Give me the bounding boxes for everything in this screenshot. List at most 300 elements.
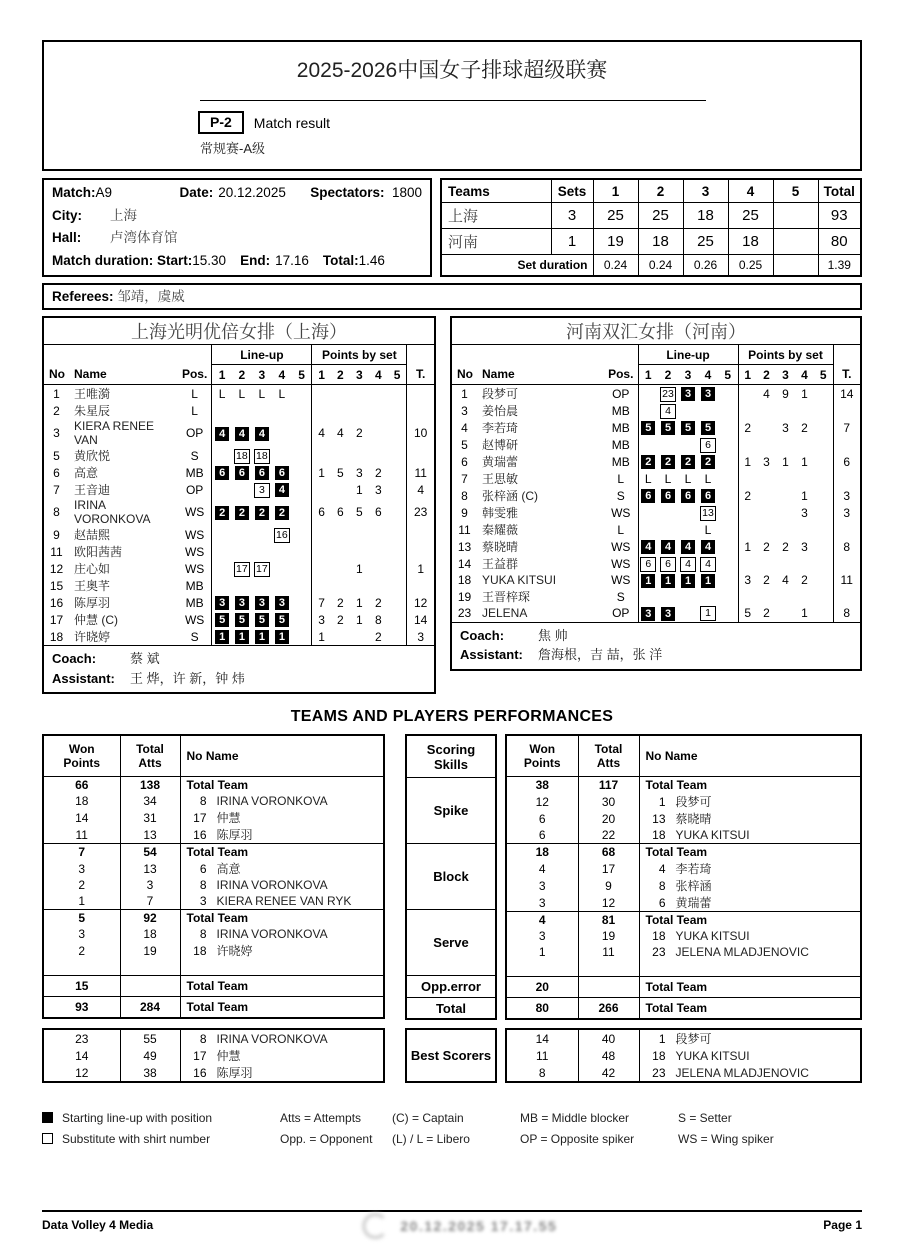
perf-row: [43, 844, 384, 861]
watermark-logo-icon: [362, 1213, 388, 1239]
lineup-cell: [718, 504, 738, 521]
lineup-cell: [292, 419, 312, 447]
lineup-cell: [212, 464, 232, 481]
points-cell: [388, 594, 407, 611]
assistant-label: Assistant:: [460, 647, 523, 663]
perf-player-name: 仲慧: [216, 1049, 241, 1063]
referees-label: Referees:: [52, 289, 114, 304]
sets-won: 3: [551, 203, 593, 229]
points-set-header: 2: [757, 365, 776, 385]
won-points: 20: [535, 980, 549, 994]
perf-row: [506, 844, 861, 861]
roster-header-row: [43, 365, 435, 385]
total-atts: 55: [120, 1029, 180, 1047]
won-points: 12: [535, 794, 549, 809]
skill-block: [43, 910, 384, 976]
player-position: MB: [611, 420, 630, 435]
points-cell: 3: [356, 465, 363, 480]
points-cell: [738, 436, 757, 453]
starting-position-marker: 4: [275, 483, 289, 497]
lineup-cell: [232, 447, 252, 464]
perf-row: [506, 912, 861, 929]
lineup-cell: [658, 555, 678, 572]
total-atts: 7: [120, 893, 180, 910]
perf-row: [506, 777, 861, 794]
perf-player-name: 许晓婷: [216, 944, 253, 958]
starting-position-marker: 5: [661, 421, 675, 435]
perf-player-name: JELENA MLADJENOVIC: [675, 1065, 809, 1080]
points-cell: [369, 577, 388, 594]
starting-position-marker: 2: [701, 455, 715, 469]
points-cell: [738, 385, 757, 403]
total-atts-header: [120, 735, 180, 777]
player-number: 7: [461, 471, 468, 486]
assistant-names: 王 烨，许 新，钟 炜: [130, 670, 245, 686]
perf-name-cell: [180, 844, 384, 861]
won-points: 12: [75, 1065, 89, 1080]
lineup-set-header: 4: [698, 365, 718, 385]
spectators-label: Spectators:: [310, 185, 385, 200]
scoring-skills-column: [405, 734, 497, 1020]
player-number: 1: [461, 386, 468, 401]
player-name: JELENA: [482, 606, 528, 621]
set-duration: 0.24: [593, 255, 638, 277]
won-points: 4: [538, 861, 546, 876]
perf-player-name: 陈厚羽: [216, 1066, 253, 1080]
player-total-points: [407, 543, 435, 560]
points-cell: [795, 470, 814, 487]
points-cell: [814, 453, 833, 470]
won-points: 2: [78, 943, 86, 958]
perf-name-cell: [639, 1064, 861, 1082]
player-position: MB: [185, 578, 204, 593]
lineup-cell: [232, 481, 252, 498]
perf-row: [506, 894, 861, 912]
substitute-marker: 3: [254, 483, 270, 498]
page-footer: [42, 1210, 862, 1232]
substitute-marker: 6: [660, 557, 676, 572]
points-cell: [757, 555, 776, 572]
lineup-cell: [212, 628, 232, 646]
won-points: 1: [538, 945, 546, 959]
lineup-cell: [292, 498, 312, 526]
won-points: 3: [538, 929, 546, 943]
team-name: 河南: [441, 229, 551, 255]
hall-value: 卢湾体育馆: [110, 230, 178, 245]
coach-row: [451, 622, 861, 670]
lineup-cell: [658, 572, 678, 588]
lineup-set-header: 5: [292, 365, 312, 385]
lineup-cell: [658, 588, 678, 605]
lineup-cell: [212, 419, 232, 447]
lineup-cell: [638, 521, 658, 538]
best-scorers-block: [43, 1029, 384, 1082]
team-name: 上海: [441, 203, 551, 229]
total-atts-header-text: Total Atts: [594, 742, 623, 770]
lineup-cell: [638, 436, 658, 453]
lineup-cell: [272, 464, 292, 481]
player-name: IRINA VORONKOVA: [74, 498, 151, 526]
perf-player-name: KIERA RENEE VAN RYK: [216, 894, 352, 908]
player-number: 16: [49, 595, 64, 610]
player-total-points: 3: [833, 504, 861, 521]
points-cell: [312, 560, 331, 577]
no-header: No: [43, 365, 69, 385]
lineup-cell: L: [638, 470, 658, 487]
lineup-cell: [658, 385, 678, 403]
perf-name-cell: [639, 912, 861, 929]
won-points: 11: [536, 1048, 549, 1063]
points-set-header: 3: [350, 365, 369, 385]
player-number: 2: [53, 403, 60, 418]
perf-name-cell: [180, 1064, 384, 1082]
team-title: 河南双汇女排（河南）: [451, 317, 861, 345]
legend-text: Substitute with shirt number: [62, 1132, 211, 1146]
perf-player-number: 6: [658, 896, 666, 910]
points-cell: [757, 487, 776, 504]
points-cell: 2: [763, 539, 770, 554]
player-number: 4: [461, 420, 468, 435]
points-cell: 1: [782, 454, 789, 469]
points-cell: [388, 402, 407, 419]
points-cell: [795, 402, 814, 419]
perf-name-cell: [639, 1029, 861, 1047]
spacer: [407, 345, 435, 365]
roster-header-groups: [43, 345, 435, 365]
lineup-cell: [678, 588, 698, 605]
lineup-cell: [698, 453, 718, 470]
player-number: 8: [461, 488, 468, 503]
lineup-cell: [658, 487, 678, 504]
player-number: 11: [458, 522, 471, 537]
points-cell: 1: [312, 464, 331, 481]
lineup-cell: [292, 560, 312, 577]
lineup-cell: [678, 504, 698, 521]
legend-item: S = Setter: [678, 1111, 732, 1125]
player-total-points: 10: [407, 419, 435, 447]
player-number: 11: [50, 544, 63, 559]
points-cell: [814, 504, 833, 521]
points-cell: [312, 385, 331, 403]
roster-away: [450, 316, 862, 694]
won-points-header-text: Won Points: [63, 742, 101, 770]
team-title: 上海光明优倍女排（上海）: [43, 317, 435, 345]
points-cell: [814, 538, 833, 555]
legend-item: (C) = Captain: [392, 1111, 464, 1125]
best-scorers-block: [506, 1029, 861, 1082]
no-name-header: [180, 735, 384, 777]
lineup-cell: [252, 611, 272, 628]
perf-player-number: 8: [199, 927, 207, 941]
starting-position-marker: 4: [701, 540, 715, 554]
player-number: 13: [457, 539, 472, 554]
total-atts: 30: [578, 793, 639, 810]
lineup-cell: [698, 487, 718, 504]
total-team-label: Total Team: [645, 980, 708, 994]
points-cell: 3: [801, 539, 808, 554]
lineup-cell: [718, 572, 738, 588]
points-cell: [350, 402, 369, 419]
player-position: MB: [611, 437, 630, 452]
lineup-cell: [212, 498, 232, 526]
points-cell: [331, 481, 350, 498]
points-cell: 1: [801, 488, 808, 503]
substitute-marker: 18: [234, 449, 250, 464]
points-cell: [388, 628, 407, 646]
no-name-header: [639, 735, 861, 777]
player-number: 18: [49, 629, 64, 644]
points-cell: 2: [782, 539, 789, 554]
footer-timestamp: 20.12.2025 17.17.55: [400, 1218, 558, 1234]
assistant-line: [52, 669, 426, 689]
substitute-marker: 4: [660, 404, 676, 419]
player-row: [451, 453, 861, 470]
substitute-marker: 16: [274, 528, 290, 543]
lineup-cell: [212, 481, 232, 498]
score-row: [441, 203, 861, 229]
won-points: 14: [75, 1048, 89, 1063]
lineup-cell: [718, 453, 738, 470]
player-position: MB: [185, 465, 204, 480]
player-row: [43, 464, 435, 481]
points-cell: 5: [337, 465, 344, 480]
coach-line: [52, 649, 426, 669]
legend-item: OP = Opposite spiker: [520, 1132, 635, 1146]
perf-player-number: 4: [658, 862, 666, 876]
won-points: 2: [78, 878, 86, 892]
player-number: 9: [461, 505, 468, 520]
skill-block: [43, 777, 384, 844]
score-header-cell: 3: [683, 179, 728, 203]
points-cell: [814, 555, 833, 572]
starting-position-marker: 6: [701, 489, 715, 503]
score-row: [441, 229, 861, 255]
points-cell: [776, 521, 795, 538]
perf-player-name: 陈厚羽: [216, 828, 253, 842]
perf-player-number: 17: [193, 1049, 207, 1063]
set-score: 18: [728, 229, 773, 255]
points-cell: [814, 572, 833, 588]
player-name: 王晋梓琛: [482, 590, 531, 605]
total-team-label: Total Team: [645, 845, 708, 859]
score-header-cell: Total: [818, 179, 861, 203]
player-total-points: [833, 470, 861, 487]
player-position: S: [190, 629, 199, 644]
starting-position-marker: 5: [235, 613, 249, 627]
points-cell: [369, 419, 388, 447]
lineup-cell: [252, 447, 272, 464]
lineup-cell: [698, 385, 718, 403]
perf-row: [43, 777, 384, 794]
points-cell: [350, 526, 369, 543]
points-cell: [814, 588, 833, 605]
points-cell: 1: [801, 606, 808, 621]
points-cell: 2: [801, 573, 808, 588]
points-cell: 3: [782, 420, 789, 435]
player-name: 张梓涵 (C): [482, 489, 538, 503]
points-cell: [350, 628, 369, 646]
spacer: [180, 959, 384, 976]
performances-title: TEAMS AND PLAYERS PERFORMANCES: [290, 708, 614, 725]
spacer: [506, 960, 578, 977]
total-atts: 38: [120, 1064, 180, 1082]
points-cell: [776, 555, 795, 572]
lineup-cell: [252, 628, 272, 646]
player-total-points: [407, 526, 435, 543]
lineup-cell: [292, 447, 312, 464]
lineup-cell: [252, 577, 272, 594]
perf-name-cell: [180, 793, 384, 809]
skill-block: [506, 912, 861, 977]
perf-name-cell: [180, 777, 384, 794]
points-cell: [738, 402, 757, 419]
player-position: WS: [611, 539, 631, 554]
starting-position-marker: 5: [701, 421, 715, 435]
lineup-cell: [638, 555, 658, 572]
total-atts: 20: [578, 810, 639, 827]
starting-position-marker: 6: [275, 466, 289, 480]
lineup-set-header: 2: [232, 365, 252, 385]
points-cell: [312, 526, 331, 543]
player-name: YUKA KITSUI: [482, 573, 557, 588]
points-cell: [369, 385, 388, 403]
won-points: 93: [75, 1000, 89, 1014]
player-position: WS: [184, 544, 205, 559]
substitute-marker: 6: [700, 438, 716, 453]
lineup-set-header: 4: [272, 365, 292, 385]
legend-item: WS = Wing spiker: [678, 1132, 774, 1146]
lineup-cell: [232, 464, 252, 481]
best-scorers-home: [42, 1028, 385, 1083]
player-total-points: [833, 521, 861, 538]
lineup-cell: [232, 577, 252, 594]
spacer: [578, 960, 639, 977]
player-row: [43, 543, 435, 560]
footer-page-number: Page 1: [823, 1218, 862, 1232]
player-name: 许晓婷: [74, 630, 111, 644]
set-score: 25: [638, 203, 683, 229]
won-points: 3: [538, 878, 546, 893]
lineup-cell: [638, 487, 658, 504]
roster-header-groups: [451, 345, 861, 365]
perf-player-name: 段梦可: [675, 1032, 712, 1046]
starting-position-marker: 2: [235, 506, 249, 520]
set-duration: 0.25: [728, 255, 773, 277]
points-cell: [369, 402, 388, 419]
player-position: OP: [612, 386, 630, 401]
score-table: [440, 178, 862, 277]
starting-position-marker: 1: [255, 630, 269, 644]
lineup-cell: [698, 419, 718, 436]
total-atts-header: [578, 735, 639, 777]
total-atts: 19: [120, 942, 180, 959]
points-cell: [312, 402, 331, 419]
lineup-cell: [252, 419, 272, 447]
player-number: 9: [53, 527, 60, 542]
performance-table-home: [42, 734, 385, 1020]
lineup-cell: [698, 402, 718, 419]
skill-block: [506, 777, 861, 844]
lineup-cell: L: [212, 385, 232, 403]
player-number: 17: [49, 612, 64, 627]
perf-row: [43, 860, 384, 877]
coach-cell: [451, 622, 861, 670]
points-cell: [738, 555, 757, 572]
lineup-cell: L: [704, 522, 712, 537]
player-position: WS: [184, 612, 205, 627]
perf-name-cell: [639, 998, 861, 1020]
lineup-cell: [638, 402, 658, 419]
starting-position-marker: 6: [255, 466, 269, 480]
lineup-cell: [272, 419, 292, 447]
lineup-cell: [638, 572, 658, 588]
lineup-cell: [252, 402, 272, 419]
coach-label: Coach:: [52, 651, 97, 666]
points-cell: [814, 402, 833, 419]
skill-label-block: Block: [407, 844, 495, 910]
lineup-cell: [718, 588, 738, 605]
player-position: S: [616, 488, 625, 503]
legend-key-item: [42, 1111, 280, 1125]
points-cell: 6: [312, 498, 331, 526]
player-name: 王奥芊: [74, 579, 111, 593]
player-number: 12: [49, 561, 64, 576]
lineup-set-header: 2: [658, 365, 678, 385]
player-name: 蔡晓晴: [482, 540, 519, 554]
player-total-points: 23: [407, 498, 435, 526]
legend-key-item: [42, 1132, 280, 1146]
points-cell: [776, 402, 795, 419]
lineup-cell: [658, 521, 678, 538]
match-number: A9: [95, 185, 113, 200]
lineup-cell: [252, 543, 272, 560]
total-atts: [120, 976, 180, 997]
total-team-label: Total Team: [645, 778, 708, 792]
lineup-cell: [292, 611, 312, 628]
points-cell: [369, 560, 388, 577]
points-cell: [776, 588, 795, 605]
points-cell: 3: [738, 572, 757, 588]
points-cell: [388, 498, 407, 526]
open-square-icon: [42, 1133, 53, 1144]
perf-name-cell: [180, 976, 384, 997]
skill-block: [43, 844, 384, 910]
perf-row: [43, 942, 384, 959]
starting-position-marker: 6: [661, 489, 675, 503]
match-label: Match:: [52, 185, 96, 200]
points-cell: [814, 487, 833, 504]
starting-position-marker: 1: [275, 630, 289, 644]
starting-position-marker: 6: [215, 466, 229, 480]
points-cell: [369, 543, 388, 560]
substitute-marker: 17: [234, 562, 250, 577]
league-title: 2025-2026中国女子排球超级联赛: [296, 59, 608, 82]
player-position: MB: [611, 403, 630, 418]
perf-player-number: 16: [193, 828, 207, 842]
lineup-cell: [272, 628, 292, 646]
lineup-cell: [678, 419, 698, 436]
starting-position-marker: 1: [661, 574, 675, 588]
total-team-label: Total Team: [645, 1001, 708, 1015]
points-cell: [757, 504, 776, 521]
perf-player-name: IRINA VORONKOVA: [216, 794, 328, 808]
points-cell: 1: [801, 386, 808, 401]
player-name: 仲慧 (C): [74, 613, 118, 627]
lineup-cell: [272, 611, 292, 628]
perf-row: [506, 810, 861, 827]
lineup-cell: [658, 402, 678, 419]
perf-player-number: 8: [199, 794, 207, 808]
